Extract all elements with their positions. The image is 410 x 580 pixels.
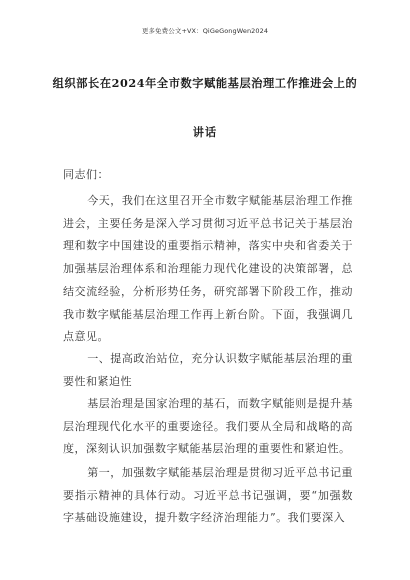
paragraph-section-intro [63, 393, 353, 461]
paragraph-first-point [63, 462, 353, 530]
salutation: 同志们： [63, 168, 109, 181]
header-note: 更多免费公文+VX：QiGeGongWen2024 [141, 27, 269, 35]
paragraph-text: 基层治理是国家治理的基石，而数字赋能则是提升基层治理现代化水平的重要途径。我们要从全局和战略的高度，深刻认识加强数字赋能基层治理的重要性和紧迫性。 [63, 397, 353, 456]
section-heading-1 [63, 348, 353, 393]
document-title: 组织部长在2024年全市数字赋能基层治理工作推进会上的 [52, 76, 358, 90]
paragraph-opening [63, 190, 353, 349]
section-heading-text: 一、提高政治站位，充分认识数字赋能基层治理的重要性和紧迫性 [63, 352, 353, 388]
paragraph-text: 第一，加强数字赋能基层治理是贯彻习近平总书记重要指示精神的具体行动。习近平总书记强调，要“加强数字基础设施建设，提升数字经济治理能力”。我们要深入 [63, 466, 353, 525]
document-title-continued: 讲话 [192, 125, 218, 139]
paragraph-text: 今天，我们在这里召开全市数字赋能基层治理工作推进会，主要任务是深入学习贯彻习近平总书记关于基层治理和数字中国建设的重要指示精神，落实中央和省委关于加强基层治理体系和治理能力现代化建设的决策部署，总结交流经验，分析形势任务，研究部署下阶段工作，推动我市数字赋能基层治理工作再上新台阶。下面，我强调几点意见。 [63, 194, 353, 344]
